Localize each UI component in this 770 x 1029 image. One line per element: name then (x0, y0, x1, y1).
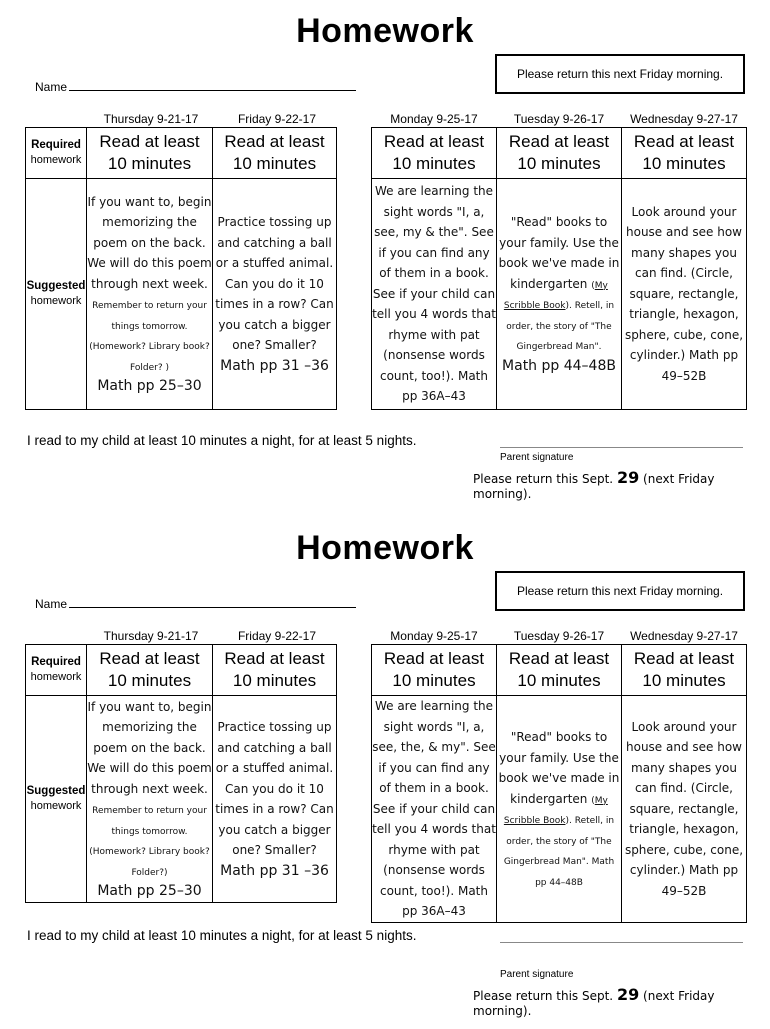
name-field[interactable] (35, 597, 356, 611)
required-monday: Read at least 10 minutes (372, 645, 497, 696)
signature-label: Parent signature (500, 969, 574, 980)
required-thursday: Read at least 10 minutes (87, 645, 213, 696)
required-label: Required homework (26, 128, 87, 179)
required-wednesday: Read at least 10 minutes (622, 128, 747, 179)
required-monday: Read at least 10 minutes (372, 128, 497, 179)
required-friday: Read at least 10 minutes (213, 645, 337, 696)
suggested-tuesday: "Read" books to your family. Use the book we've made in kindergarten (My Scribble Book). Retell, in order, the story of "The Gingerbread Man". Math pp 44–48B (497, 696, 622, 923)
required-tuesday: Read at least 10 minutes (497, 645, 622, 696)
suggested-wednesday: Look around your house and see how many shapes you can find. (Circle, square, rectangle, triangle, hexagon, sphere, cube, cone, cylinder.) Math pp 49–52B (622, 696, 747, 923)
return-box: Please return this next Friday morning. (495, 571, 745, 611)
suggested-tuesday: "Read" books to your family. Use the book we've made in kindergarten (My Scribble Book). Retell, in order, the story of "The Gingerbread Man". Math pp 44–48B (497, 179, 622, 410)
day-label-friday: Friday 9-22-17 (237, 112, 317, 126)
suggested-friday: Practice tossing up and catching a ball or a stuffed animal. Can you do it 10 times in a row? Can you catch a bigger one? Smaller? Math pp 31 –36 (213, 696, 337, 903)
required-label: Required homework (26, 645, 87, 696)
required-wednesday: Read at least 10 minutes (622, 645, 747, 696)
name-label: Name (35, 597, 68, 611)
signature-label: Parent signature (500, 452, 574, 463)
day-label-thursday: Thursday 9-21-17 (103, 629, 199, 643)
required-thursday: Read at least 10 minutes (87, 128, 213, 179)
signature-line[interactable] (500, 942, 743, 943)
homework-table-left (25, 644, 337, 903)
suggested-thursday: If you want to, begin memorizing the poem on the back. We will do this poem through next week. Remember to return your things tomorrow. (Homework? Library book? Folder? ) Math pp 25–30 (87, 179, 213, 410)
day-label-monday: Monday 9-25-17 (390, 112, 478, 126)
required-tuesday: Read at least 10 minutes (497, 128, 622, 179)
required-friday: Read at least 10 minutes (213, 128, 337, 179)
homework-sheet-bottom (0, 517, 770, 1029)
suggested-thursday: If you want to, begin memorizing the poem on the back. We will do this poem through next week. Remember to return your things tomorrow. (Homework? Library book? Folder?) Math pp 25–30 (87, 696, 213, 903)
suggested-monday: We are learning the sight words "I, a, see, my & the". See if you can find any of them in a book. See if your child can tell you 4 words that rhyme with pat (nonsense words count, too!). Math pp 36A–43 (372, 179, 497, 410)
day-label-wednesday: Wednesday 9-27-17 (630, 629, 738, 643)
day-label-tuesday: Tuesday 9-26-17 (513, 112, 605, 126)
return-box: Please return this next Friday morning. (495, 54, 745, 94)
homework-table-left (25, 127, 337, 410)
homework-table-right (371, 644, 747, 923)
homework-sheet-top (0, 0, 770, 512)
homework-table-right (371, 127, 747, 410)
suggested-friday: Practice tossing up and catching a ball or a stuffed animal. Can you do it 10 times in a row? Can you catch a bigger one? Smaller? Math pp 31 –36 (213, 179, 337, 410)
name-label: Name (35, 80, 68, 94)
day-label-tuesday: Tuesday 9-26-17 (513, 629, 605, 643)
day-label-monday: Monday 9-25-17 (390, 629, 478, 643)
day-label-wednesday: Wednesday 9-27-17 (630, 112, 738, 126)
suggested-wednesday: Look around your house and see how many shapes you can find. (Circle, square, rectangle, triangle, hexagon, sphere, cube, cone, cylinder.) Math pp 49–52B (622, 179, 747, 410)
day-label-thursday: Thursday 9-21-17 (103, 112, 199, 126)
homework-title: Homework (296, 529, 474, 567)
suggested-label: Suggested homework (26, 179, 87, 410)
homework-title: Homework (296, 12, 474, 50)
suggested-monday: We are learning the sight words "I, a, see, the, & my". See if you can find any of them in a book. See if your child can tell you 4 words that rhyme with pat (nonsense words count, too!). Math pp 36A–43 (372, 696, 497, 923)
read-statement: I read to my child at least 10 minutes a night, for at least 5 nights. (27, 433, 417, 448)
name-field[interactable] (35, 80, 356, 94)
day-label-friday: Friday 9-22-17 (237, 629, 317, 643)
signature-line[interactable] (500, 447, 743, 448)
return-note: Please return this Sept. 29 (next Friday morning). (473, 468, 715, 501)
suggested-label: Suggested homework (26, 696, 87, 903)
return-note: Please return this Sept. 29 (next Friday morning). (473, 985, 715, 1018)
read-statement: I read to my child at least 10 minutes a night, for at least 5 nights. (27, 928, 417, 943)
